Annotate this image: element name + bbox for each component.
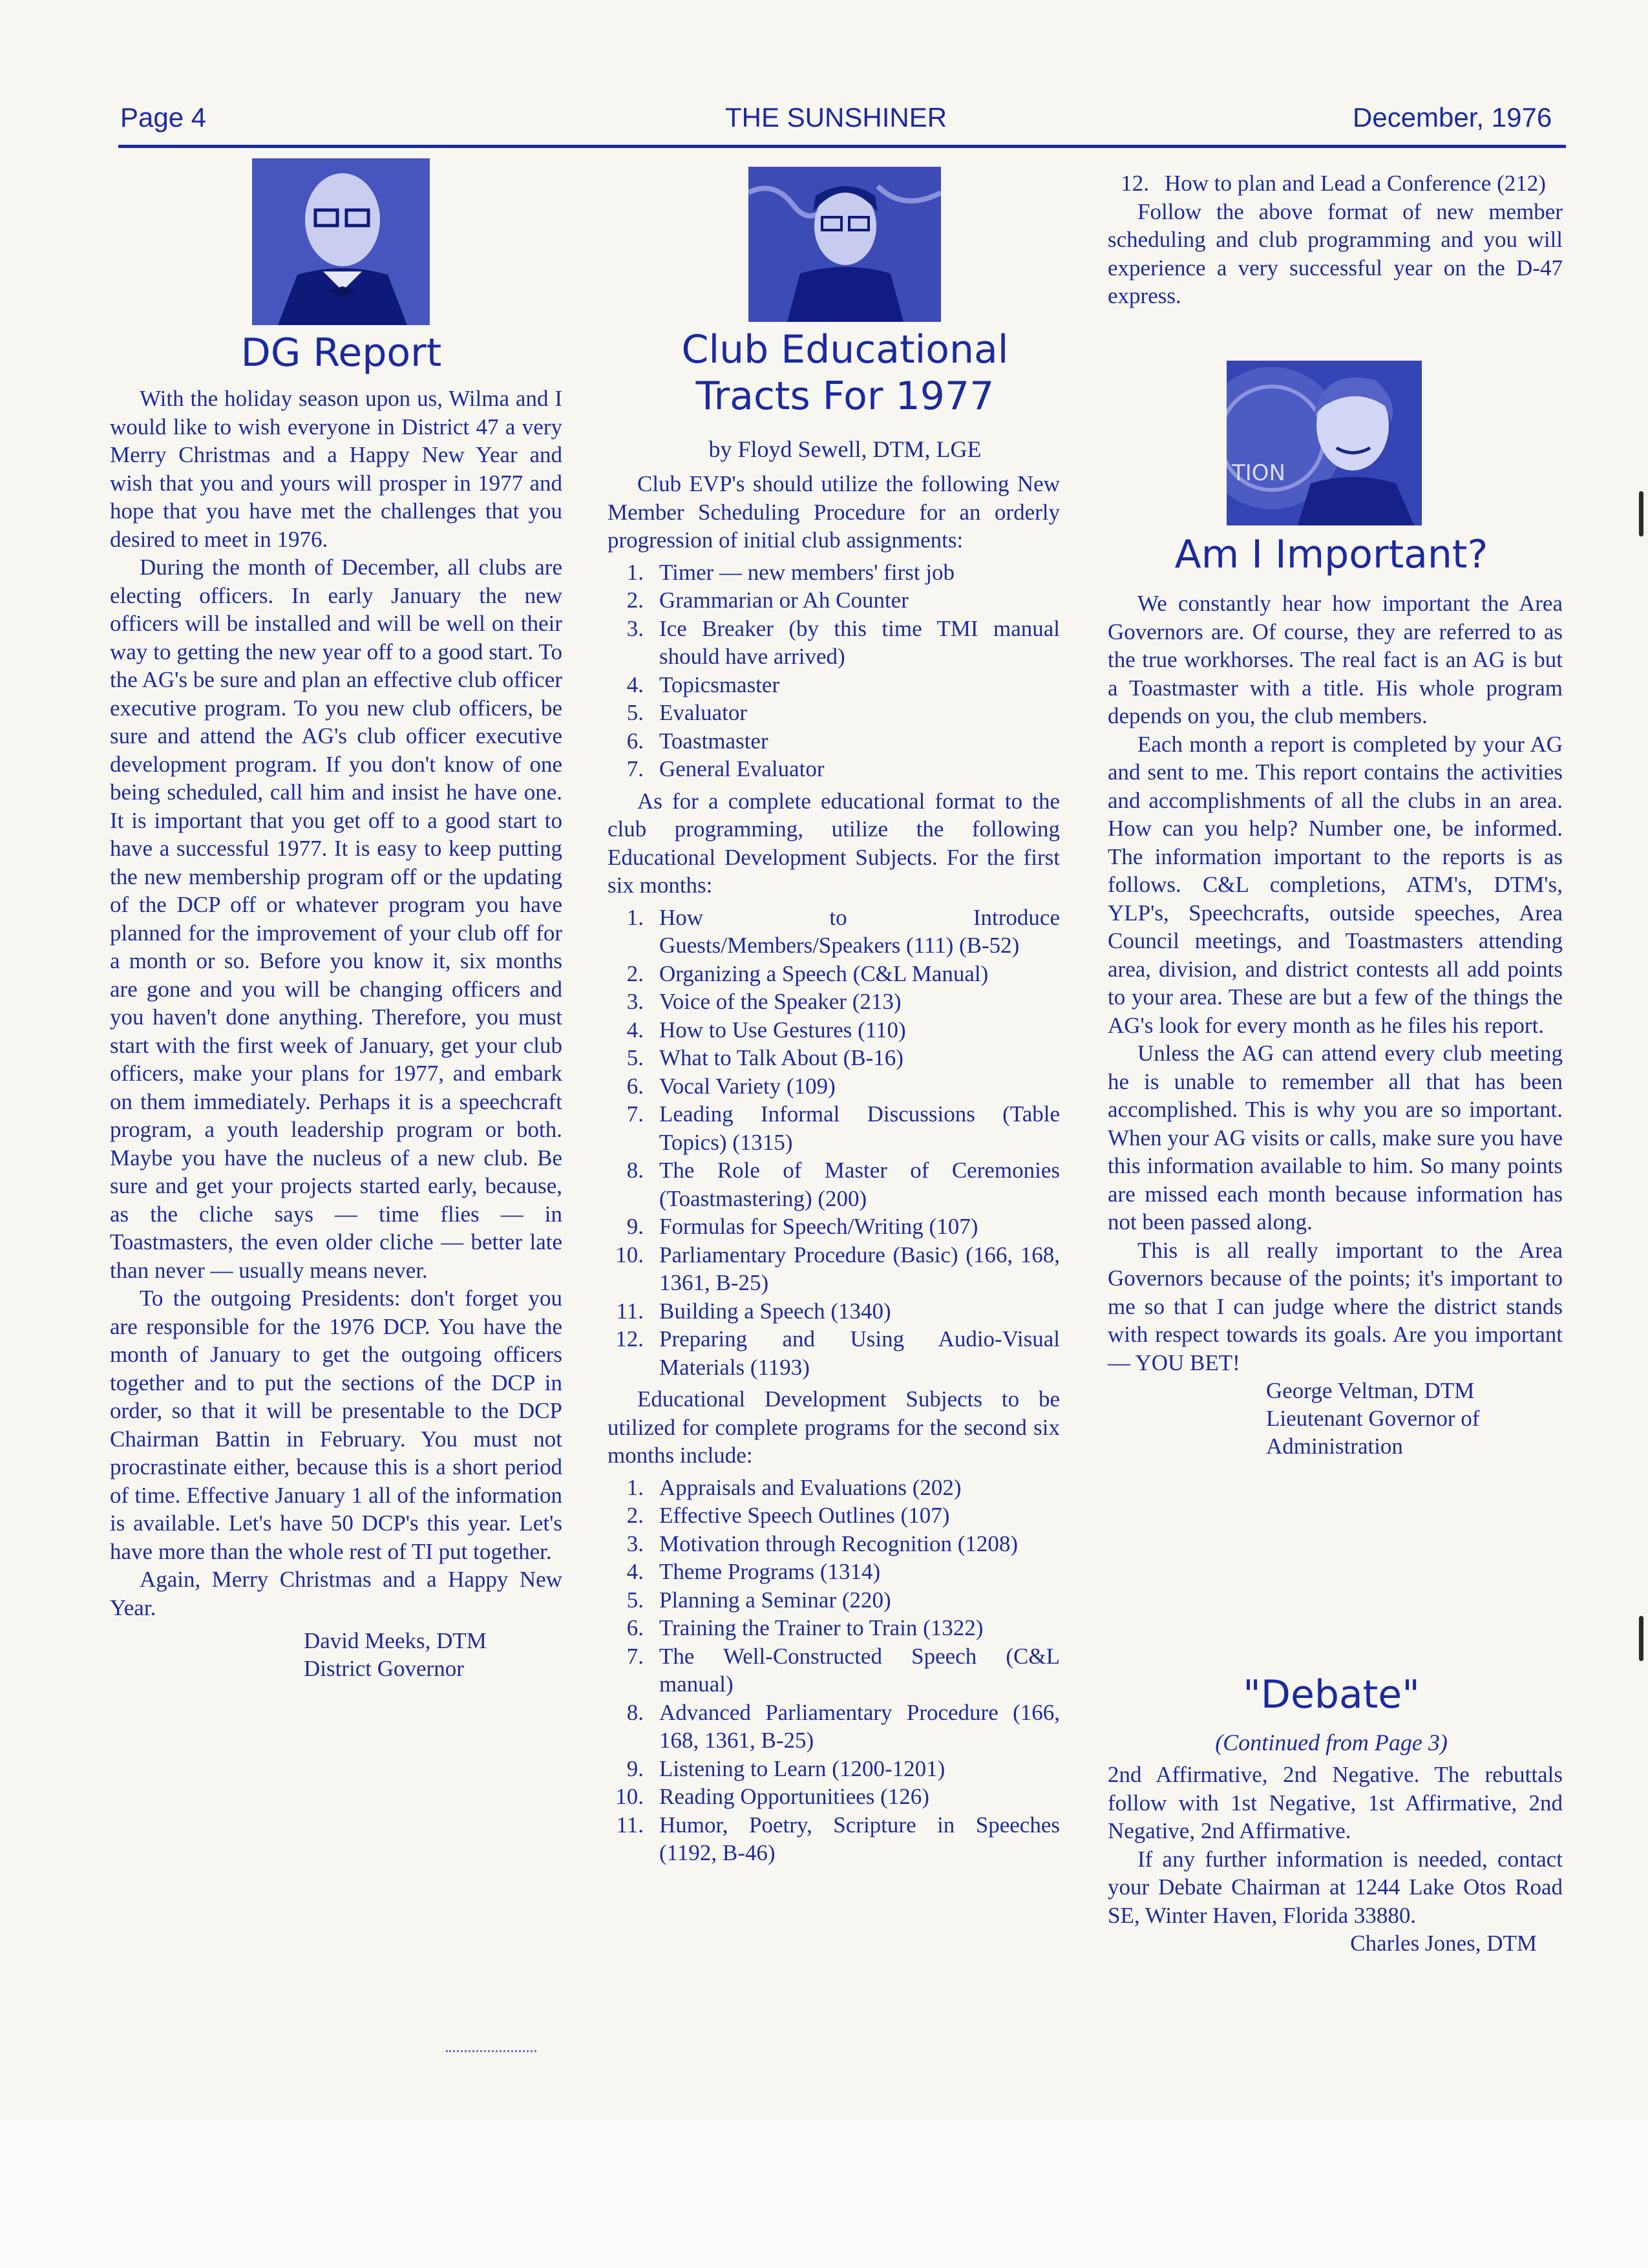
am-i-important-article bbox=[1108, 589, 1563, 1460]
headline-line: Club Educational bbox=[681, 327, 1009, 372]
club-tracts-headline bbox=[601, 326, 1089, 419]
list-item: 1. How to Introduce Guests/Members/Speakers (111) (B-52) bbox=[626, 904, 1060, 958]
list-item: 5. Evaluator bbox=[626, 700, 748, 725]
list-item: 6. Toastmaster bbox=[626, 728, 768, 754]
assignment-list bbox=[607, 558, 1060, 783]
list-item: 7. The Well-Constructed Speech (C&L manual) bbox=[626, 1643, 1060, 1697]
article-paragraph: This is all really important to the Area Governors because of the points; it's important to me so that I can judge where the district stands with respect towards its goals. Are you important — YOU BET! bbox=[1108, 1237, 1563, 1375]
article-paragraph: Follow the above format of new member scheduling and club programming and you will experience a very successful year on the D-47 express. bbox=[1108, 198, 1563, 308]
signature-line: George Veltman, DTM bbox=[1266, 1378, 1475, 1403]
debate-signature: Charles Jones, DTM bbox=[1350, 1931, 1537, 1956]
article-paragraph: To the outgoing Presidents: don't forget you are responsible for the 1976 DCP. You have the month of January to get the outgoing officers together and to put the sections of the DCP in order, so that it will be presentable to the DCP Chairman Battin in February. You must not procrastinate either, because this is a short period of time. Effective January 1 all of the information is available. Let's have 50 DCP's this year. Let's have more than the whole rest of TI put together. bbox=[110, 1286, 562, 1564]
binder-hole-mark bbox=[1639, 491, 1643, 536]
first-six-months-list bbox=[607, 904, 1060, 1382]
article-paragraph: During the month of December, all clubs are electing officers. In early January the new officers will be installed and will be well on their way to getting the new year off to a good start. To the AG's be sure and plan an effective club officer executive program. To you new club officers, be sure and attend the AG's club officer executive development program. If you don't know of one being scheduled, call him and insist he have one. It is important that you get off to a good start to have a successful 1977. It is easy to keep putting the new membership program off or the updating of the DCP off or whatever program you have planned for the improvement of your club off for a month or so. Before you know it, six months are gone and you will be changing officers and you haven't done anything. Therefore, you must start with the first week of January, get your club officers, make your plans for 1977, and embark on them immediately. Perhaps it is a speechcraft program, a youth leadership program or both. Maybe you have the nucleus of a new club. Be sure and get your projects started early, because, as the cliche says — time flies — in Toastmasters, the even older cliche — better late than never — usually means never. bbox=[110, 555, 562, 1283]
list-item: 11. Building a Speech (1340) bbox=[616, 1298, 891, 1324]
article-paragraph: Again, Merry Christmas and a Happy New Year. bbox=[110, 1567, 562, 1620]
list-item: 10. Reading Opportunitiees (126) bbox=[615, 1784, 929, 1809]
list-item: 2. Effective Speech Outlines (107) bbox=[626, 1503, 950, 1528]
signature-line: Administration bbox=[1266, 1434, 1403, 1459]
second-six-months-list bbox=[607, 1474, 1060, 1867]
veltman-signature bbox=[1108, 1377, 1563, 1460]
list-item: 5. Planning a Seminar (220) bbox=[626, 1587, 891, 1613]
debate-article bbox=[1108, 1761, 1563, 1958]
list-item: 6. Vocal Variety (109) bbox=[626, 1073, 836, 1099]
list-item: 6. Training the Trainer to Train (1322) bbox=[626, 1615, 984, 1640]
dg-portrait-photo bbox=[252, 158, 430, 325]
list-item: 3. Motivation through Recognition (1208) bbox=[626, 1531, 1019, 1556]
list-item: 2. Grammarian or Ah Counter bbox=[626, 588, 909, 613]
article-paragraph: Unless the AG can attend every club meeting he is unable to remember all that has been accomplished. This is why you are so important. When your AG visits or calls, make sure you have this information available to him. So many points are missed each month because information has not been passed along. bbox=[1108, 1041, 1563, 1235]
debate-headline: "Debate" bbox=[1243, 1672, 1420, 1717]
dg-signature bbox=[110, 1627, 562, 1682]
signature-name: David Meeks, DTM bbox=[304, 1628, 487, 1653]
article-paragraph: 2nd Affirmative, 2nd Negative. The rebuttals follow with 1st Negative, 1st Affirmative, 2nd Negative, 2nd Affirmative. bbox=[1108, 1762, 1563, 1843]
continued-list bbox=[1108, 169, 1563, 198]
list-item: 3. Ice Breaker (by this time TMI manual should have arrived) bbox=[626, 615, 1060, 669]
club-tracts-continuation bbox=[1108, 169, 1563, 310]
author-portrait-photo bbox=[748, 167, 941, 322]
dg-report-headline: DG Report bbox=[240, 330, 442, 376]
debate-continuation-note: (Continued from Page 3) bbox=[1215, 1730, 1448, 1755]
article-paragraph: As for a complete educational format to the club programming, utilize the following Educational Development Subjects. For the first six months: bbox=[607, 788, 1060, 898]
list-item: 2. Organizing a Speech (C&L Manual) bbox=[626, 960, 989, 986]
article-byline: by Floyd Sewell, DTM, LGE bbox=[708, 436, 982, 462]
list-item: 7. Leading Informal Discussions (Table Topics) (1315) bbox=[626, 1101, 1060, 1155]
list-item: 4. Topicsmaster bbox=[626, 672, 780, 697]
list-item: 4. How to Use Gestures (110) bbox=[626, 1017, 906, 1043]
list-item: 9. Listening to Learn (1200-1201) bbox=[626, 1755, 945, 1781]
svg-text:TION: TION bbox=[1232, 460, 1285, 486]
headline-line: Tracts For 1977 bbox=[695, 374, 995, 419]
list-item: 1. Appraisals and Evaluations (202) bbox=[626, 1474, 962, 1500]
list-item: 12. Preparing and Using Audio-Visual Materials (1193) bbox=[615, 1326, 1060, 1380]
list-item: 3. Voice of the Speaker (213) bbox=[626, 989, 902, 1014]
list-item: 1. Timer — new members' first job bbox=[626, 559, 955, 585]
article-paragraph: Club EVP's should utilize the following New Member Scheduling Procedure for an orderly progression of initial club assignments: bbox=[607, 471, 1060, 553]
page-number: Page 4 bbox=[120, 102, 207, 132]
binder-hole-mark bbox=[1639, 1616, 1643, 1661]
list-item: 4. Theme Programs (1314) bbox=[626, 1559, 881, 1584]
article-paragraph: Each month a report is completed by your AG and sent to me. This report contains the activities and accomplishments of all the clubs in an area. How can you help? Number one, be informed. The information important to the reports is as follows. C&L completions, ATM's, DTM's, YLP's, Speechcrafts, outside speeches, Area Council meetings, and Toastmasters attending area, division, and district contests all add points to your area. These are but a few of the things the AG's look for every month as he files his report. bbox=[1108, 731, 1563, 1038]
list-item: 5. What to Talk About (B-16) bbox=[626, 1045, 903, 1070]
article-paragraph: Educational Development Subjects to be utilized for complete programs for the second six months include: bbox=[607, 1386, 1060, 1468]
issue-date: December, 1976 bbox=[1353, 102, 1552, 132]
list-item: 9. Formulas for Speech/Writing (107) bbox=[626, 1214, 978, 1239]
list-item: 7. General Evaluator bbox=[626, 756, 825, 781]
scan-margin bbox=[0, 2120, 1648, 2268]
separator-dots bbox=[446, 2050, 536, 2052]
veltman-portrait-photo bbox=[1227, 361, 1422, 525]
list-item: 11. Humor, Poetry, Scripture in Speeches (1192, B-46) bbox=[616, 1812, 1060, 1865]
article-paragraph: If any further information is needed, contact your Debate Chairman at 1244 Lake Otos Road SE, Winter Haven, Florida 33880. bbox=[1108, 1846, 1563, 1928]
article-paragraph: With the holiday season upon us, Wilma and I would like to wish everyone in District 47 a very Merry Christmas and a Happy New Year and wish that you and yours will prosper in 1977 and hope that you have met the challenges that you desired to meet in 1976. bbox=[110, 386, 562, 552]
club-tracts-article bbox=[607, 470, 1060, 1871]
newsletter-title: THE SUNSHINER bbox=[725, 102, 947, 132]
signature-line: Lieutenant Governor of bbox=[1266, 1406, 1480, 1431]
article-paragraph: We constantly hear how important the Area Governors are. Of course, they are referred to as the true workhorses. The real fact is an AG is but a Toastmaster with a title. His whole program depends on you, the club members. bbox=[1108, 591, 1563, 728]
list-item: 8. The Role of Master of Ceremonies (Toastmastering) (200) bbox=[626, 1158, 1060, 1211]
dg-report-article bbox=[110, 385, 562, 1682]
am-i-important-headline: Am I Important? bbox=[1174, 532, 1488, 577]
list-item: 10. Parliamentary Procedure (Basic) (166, 168, 1361, B-25) bbox=[615, 1242, 1060, 1295]
signature-title: District Governor bbox=[304, 1656, 464, 1681]
header-rule bbox=[118, 145, 1566, 148]
list-item: 12. How to plan and Lead a Conference (212) bbox=[1121, 171, 1546, 196]
list-item: 8. Advanced Parliamentary Procedure (166, 168, 1361, B-25) bbox=[626, 1699, 1060, 1753]
